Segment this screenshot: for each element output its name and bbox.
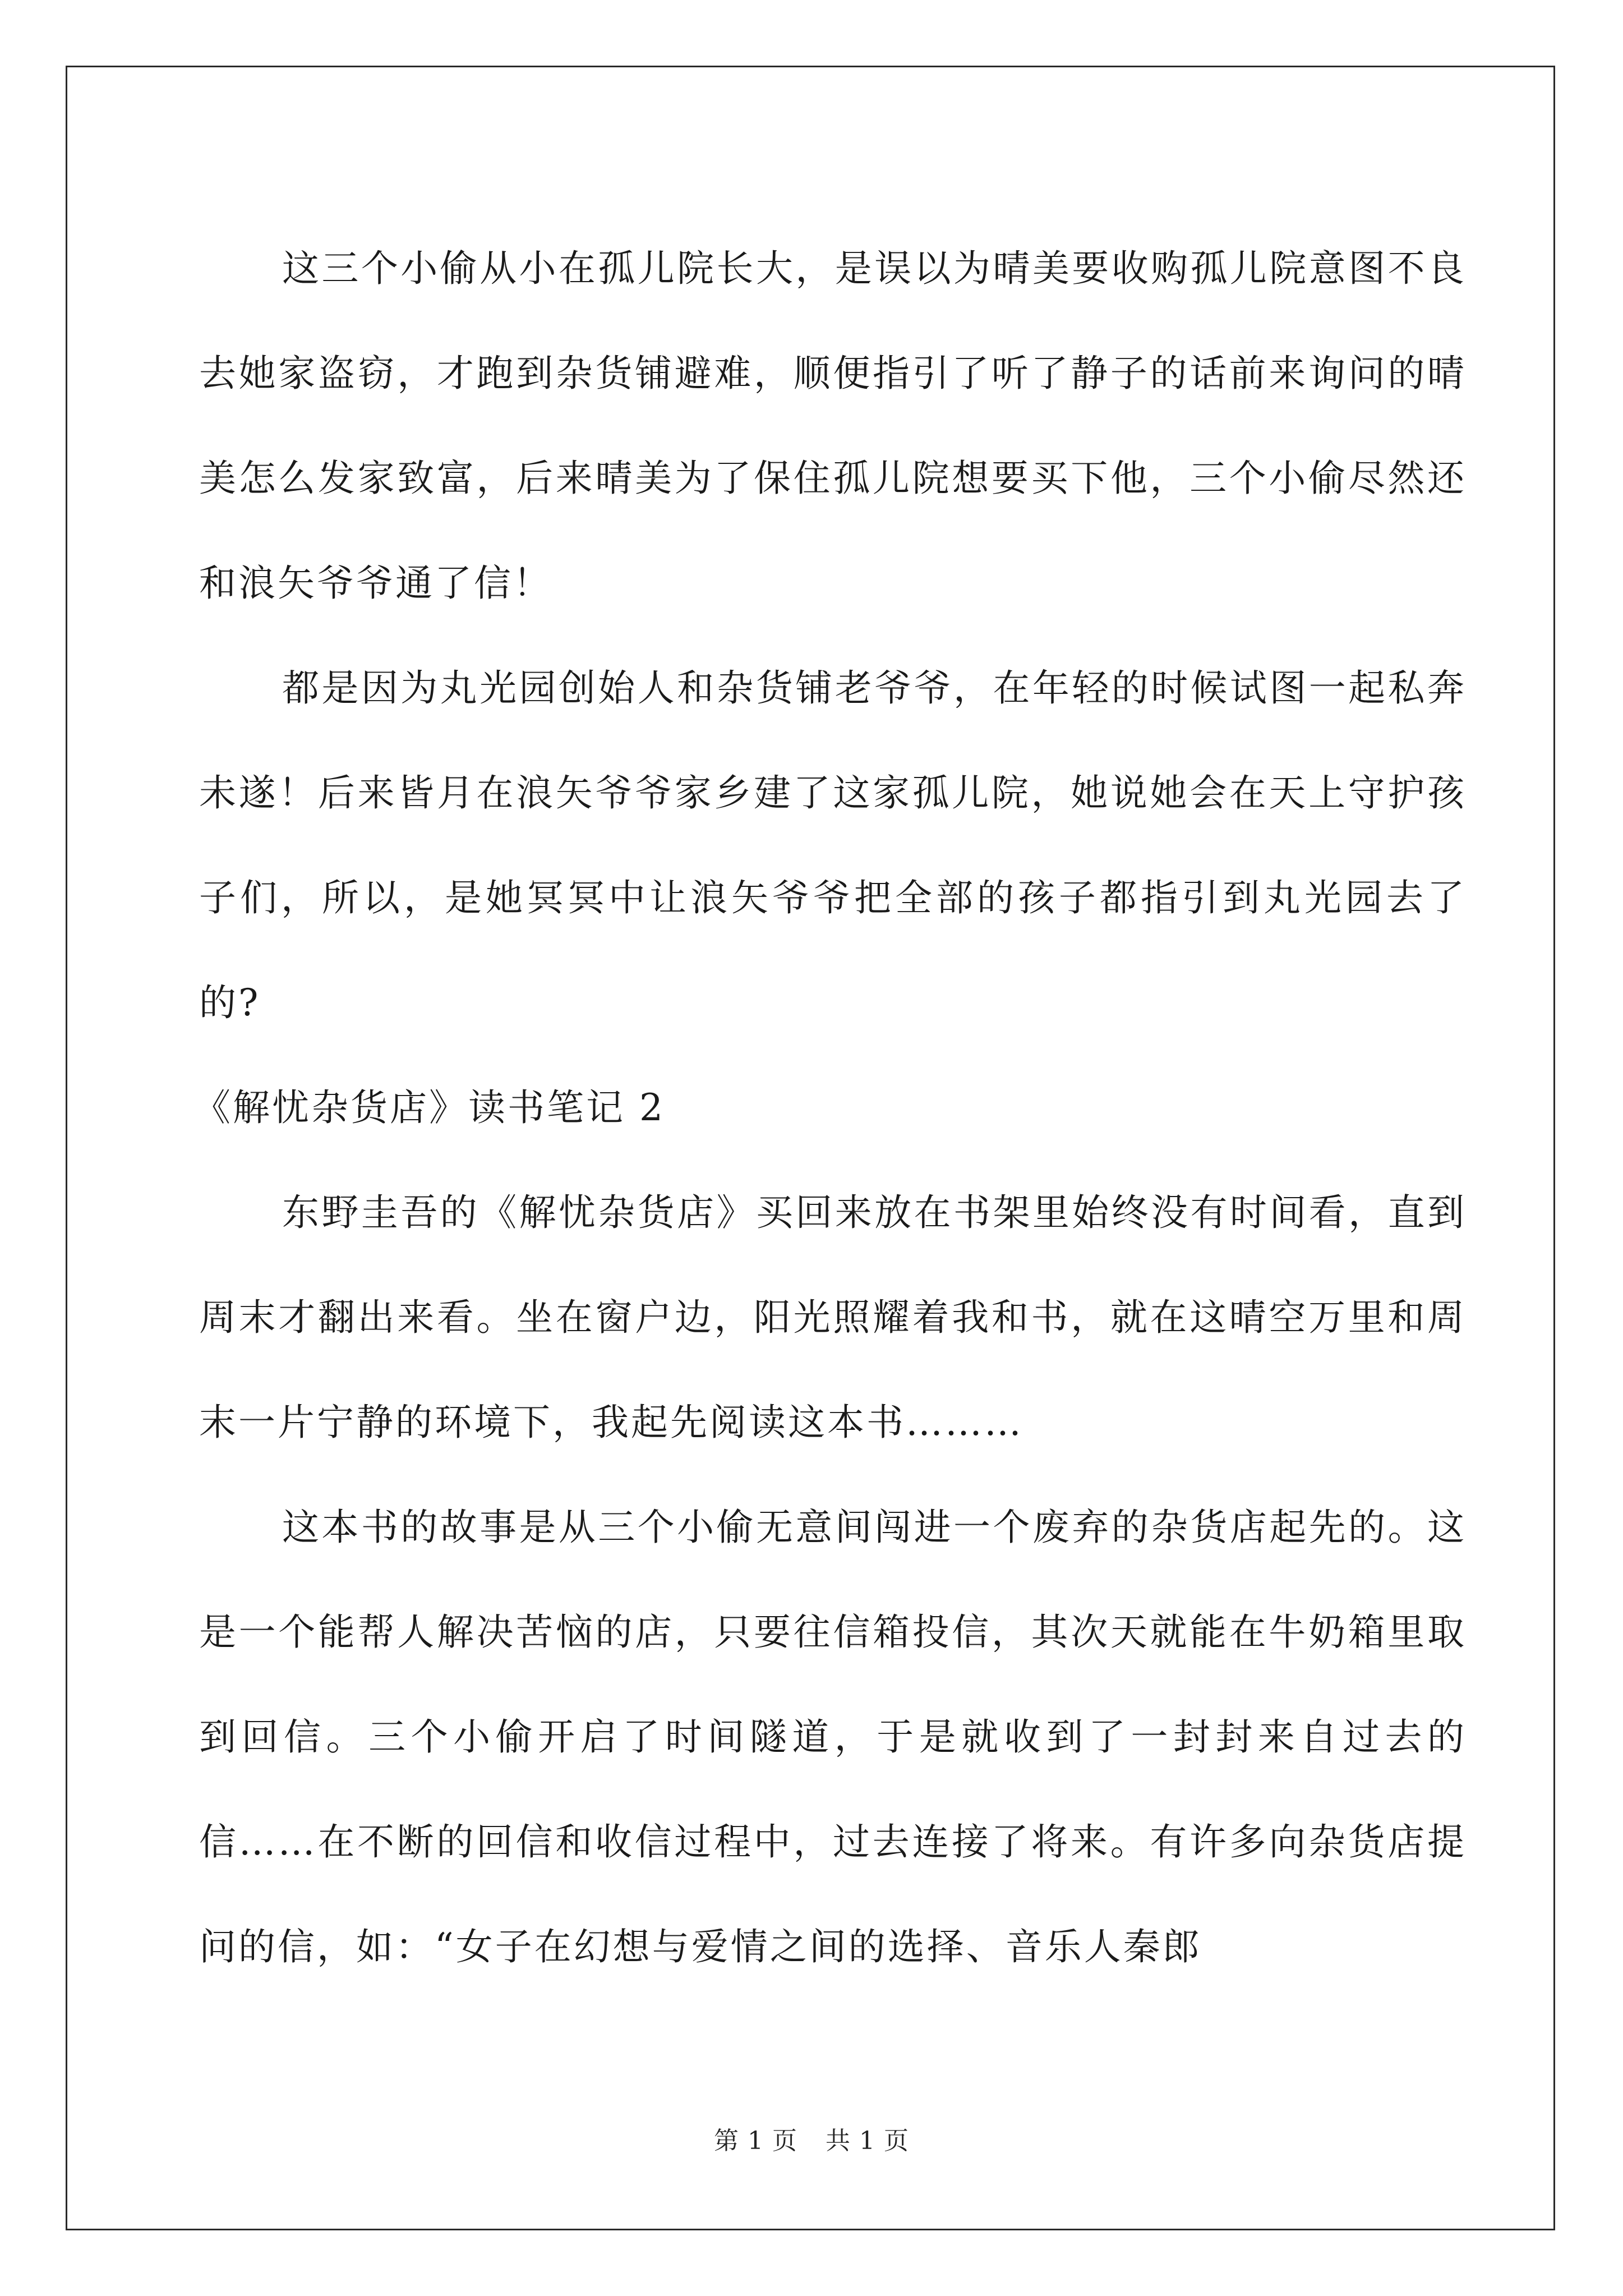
- document-body: [193, 216, 1467, 1999]
- paragraph-4: 这本书的故事是从三个小偷无意间闯进一个废弃的杂货店起先的。这是一个能帮人解决苦恼的店，只要往信箱投信，其次天就能在牛奶箱里取到回信。三个小偷开启了时间隧道，于是就收到了一封封来自过去的信……在不断的回信和收信过程中，过去连接了将来。有许多向杂货店提问的信，如：“女子在幻想与爱情之间的选择、音乐人秦郎: [199, 1506, 1467, 1968]
- paragraph-3: 东野圭吾的《解忧杂货店》买回来放在书架里始终没有时间看，直到周末才翻出来看。坐在窗户边，阳光照耀着我和书，就在这晴空万里和周末一片宁静的环境下，我起先阅读这本书………: [199, 1191, 1467, 1444]
- page-footer: [0, 2120, 1623, 2156]
- paragraph-1: 这三个小偷从小在孤儿院长大，是误以为晴美要收购孤儿院意图不良去她家盗窃，才跑到杂货铺避难，顺便指引了听了静子的话前来询问的晴美怎么发家致富，后来晴美为了保住孤儿院想要买下他，三个小偷尽然还和浪矢爷爷通了信！: [199, 247, 1467, 605]
- section-heading: 《解忧杂货店》读书笔记 2: [193, 1086, 665, 1129]
- page-total: 共 1 页: [826, 2127, 909, 2155]
- paragraph-2: 都是因为丸光园创始人和杂货铺老爷爷，在年轻的时候试图一起私奔未遂！后来皆月在浪矢爷爷家乡建了这家孤儿院，她说她会在天上守护孩子们，所以，是她冥冥中让浪矢爷爷把全部的孩子都指引到丸光园去了的?: [199, 666, 1467, 1024]
- page-number: 第 1 页: [714, 2127, 797, 2155]
